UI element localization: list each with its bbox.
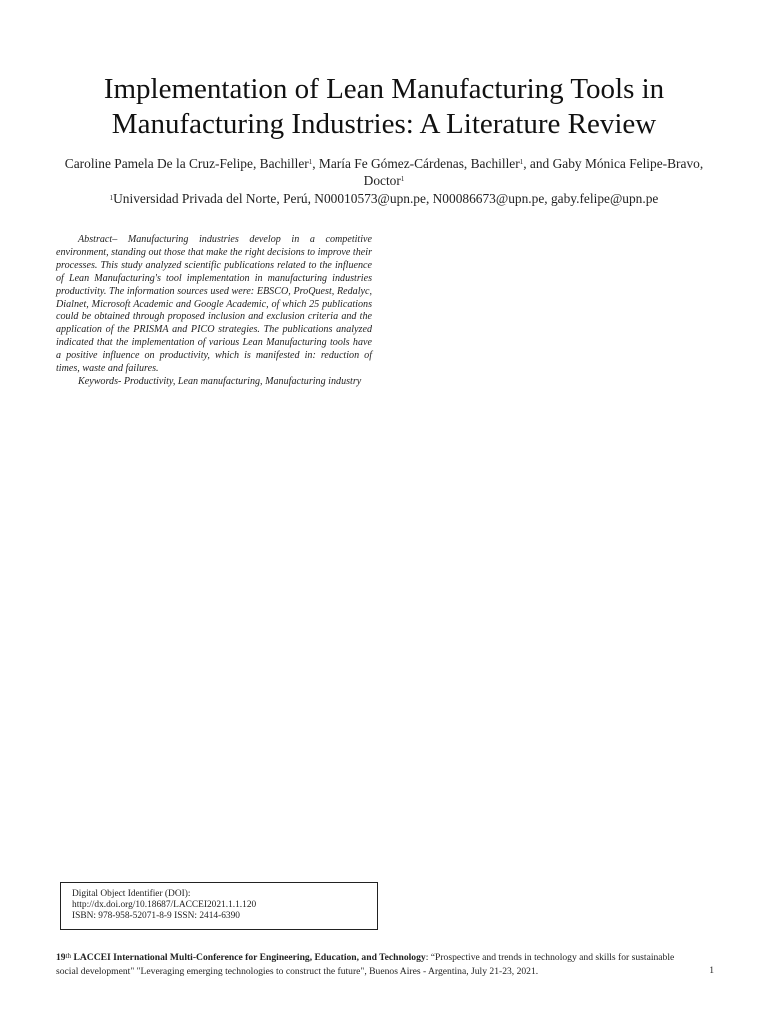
conference-details: : “Prospective and trends in technology and skills for sustainable social development" "Leveraging emerging technologies to construct the future", Buenos Aires - Argentina, July 21-23, 2021.: [56, 952, 675, 977]
paper-title: [40, 72, 728, 142]
conference-footer: [56, 951, 696, 978]
affiliation-mark: 1: [109, 194, 114, 202]
author-separator: , and: [523, 156, 553, 171]
doi-link[interactable]: http://dx.doi.org/10.18687/LACCEI2021.1.1.120: [72, 900, 257, 911]
doi-box: [60, 882, 378, 930]
abstract-block: [56, 234, 372, 389]
doi-label: Digital Object Identifier (DOI):: [72, 889, 191, 899]
author-affiliation-mark: 1: [519, 158, 524, 166]
abstract-text: Abstract– Manufacturing industries develop in a competitive environment, standing out those that make the right decisions to improve their processes. This study analyzed scientific publications related to the influence of Lean Manufacturing's tool implementation in manufacturing industries productivity. The information sources used were: EBSCO, ProQuest, Redalyc, Dialnet, Microsoft Academic and Google Academic, of which 25 publications could be obtained through proposed inclusion and exclusion criteria and the application of the PRISMA and PICO strategies. The publications analyzed indicated that the implementation of various Lean Manufacturing tools have a positive influence on productivity, which is manifested in: reduction of times, waste and failures.: [56, 234, 372, 375]
author-name: Gaby Mónica Felipe-Bravo, Doctor: [363, 156, 704, 188]
author-affiliation-mark: 1: [400, 175, 405, 183]
author-name: María Fe Gómez-Cárdenas, Bachiller: [318, 156, 520, 171]
author-name: Caroline Pamela De la Cruz-Felipe, Bachiller: [64, 156, 309, 171]
keywords-text: Keywords- Productivity, Lean manufacturing, Manufacturing industry: [78, 375, 362, 387]
affiliation-text: Universidad Privada del Norte, Perú, N00010573@upn.pe, N00086673@upn.pe, gaby.felipe@upn.pe: [113, 191, 659, 206]
conference-edition: 19: [56, 952, 66, 963]
title-line-1: Implementation of Lean Manufacturing Tools in: [103, 73, 665, 105]
author-list: [50, 155, 718, 189]
page-number: 1: [709, 965, 714, 976]
title-line-2: Manufacturing Industries: A Literature Review: [111, 108, 657, 140]
isbn-issn: ISBN: 978-958-52071-8-9 ISSN: 2414-6390: [72, 911, 240, 922]
author-affiliation-mark: 1: [308, 158, 313, 166]
author-separator: ,: [312, 156, 319, 171]
affiliation: [50, 191, 718, 207]
edition-suffix: th: [65, 952, 72, 960]
conference-name: LACCEI International Multi-Conference for Engineering, Education, and Technology: [71, 952, 426, 963]
